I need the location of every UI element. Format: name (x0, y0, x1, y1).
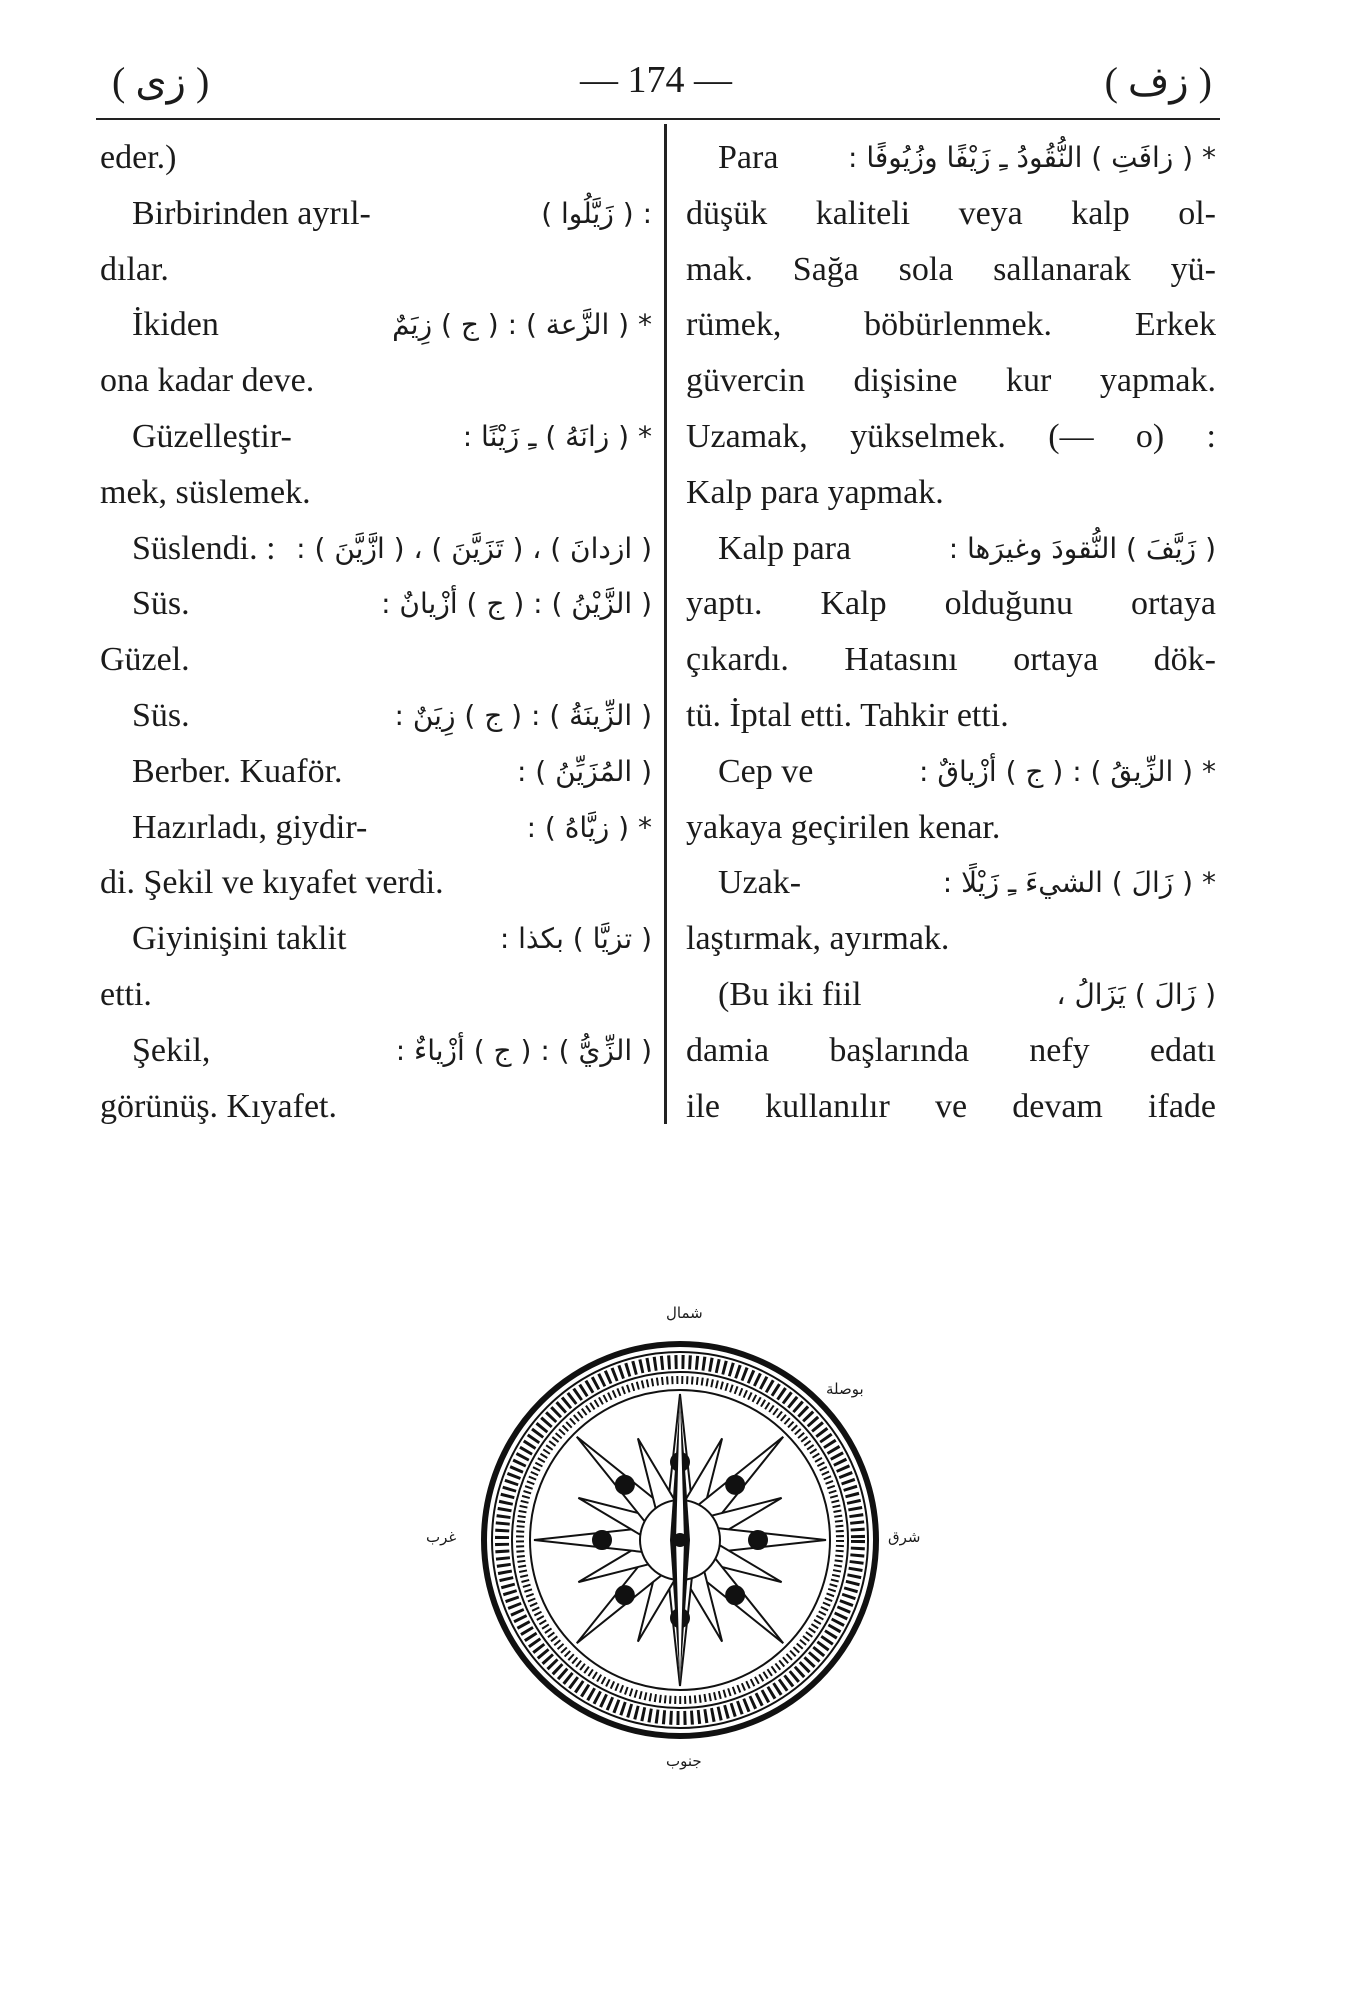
entry-text: görünüş. Kıyafet. (100, 1087, 338, 1125)
arabic-headword: * ( زَالَ ) الشيءَ ـِ زَيْلًا : (942, 866, 1216, 900)
arabic-headword: ( زَيَّفَ ) النُّقودَ وغيرَها : (948, 531, 1216, 565)
right-column (686, 130, 1216, 1134)
entry-line (100, 688, 652, 744)
header-rule (96, 118, 1220, 120)
entry-text: (Bu iki fiil (718, 975, 862, 1013)
label-north: شمال (666, 1304, 703, 1322)
entry-line (100, 130, 652, 186)
entry-text: Güzelleştir- (132, 417, 292, 455)
entry-text: Cep ve (718, 752, 814, 790)
entry-text: mek, süslemek. (100, 473, 311, 511)
entry-text: damia başlarında nefy edatı (686, 1031, 1216, 1069)
compass-figure (398, 1300, 958, 1780)
entry-text: Uzamak, yükselmek. (— o) : (686, 417, 1216, 455)
entry-line (686, 967, 1216, 1023)
entry-line (686, 297, 1216, 353)
entry-text: Birbirinden ayrıl- (132, 194, 371, 232)
entry-text: etti. (100, 975, 152, 1013)
label-west: غرب (426, 1528, 457, 1546)
entry-line (100, 353, 652, 409)
entry-line (100, 744, 652, 800)
entry-line (686, 744, 1216, 800)
arabic-headword: * ( زيَّاهُ ) : (526, 810, 652, 844)
arabic-headword: ( الزِّينَةُ ) : ( ج ) زِيَنٌ : (394, 698, 652, 732)
entry-text: İkiden (132, 306, 219, 344)
arabic-headword: ( الزِّيُّ ) : ( ج ) أزْياءٌ : (395, 1033, 652, 1067)
entry-text: Süslendi. : (132, 529, 276, 567)
entry-text: Süs. (132, 696, 190, 734)
entry-text: dılar. (100, 250, 169, 288)
entry-line (686, 800, 1216, 856)
compass-dot (616, 1586, 634, 1604)
entry-line (100, 186, 652, 242)
entry-line (100, 1023, 652, 1079)
left-column (100, 130, 652, 1134)
arabic-headword: ( المُزَيِّنُ ) : (516, 754, 652, 788)
entry-text: Uzak- (718, 864, 802, 902)
page-number: — 174 — (580, 59, 732, 101)
entry-text: düşük kaliteli veya kalp ol- (686, 194, 1216, 232)
entry-line (100, 576, 652, 632)
entry-line (100, 911, 652, 967)
page-header (96, 58, 1216, 118)
header-right-keyword: ( زف ) (1104, 59, 1212, 104)
entry-text: Hazırladı, giydir- (132, 808, 368, 846)
entry-line (100, 465, 652, 521)
arabic-headword: ( الزَّيْنُ ) : ( ج ) أزْيانٌ : (381, 587, 652, 621)
entry-line (686, 855, 1216, 911)
entry-text: ona kadar deve. (100, 362, 315, 400)
entry-line (686, 242, 1216, 298)
entry-line (686, 1079, 1216, 1135)
entry-line (686, 521, 1216, 577)
compass-dot (593, 1531, 611, 1549)
entry-line (100, 855, 652, 911)
entry-text: Güzel. (100, 641, 190, 679)
entry-text: ile kullanılır ve devam ifade (686, 1087, 1216, 1125)
compass-dot (726, 1586, 744, 1604)
entry-line (686, 409, 1216, 465)
entry-line (686, 576, 1216, 632)
entry-text: tü. İptal etti. Tahkir etti. (686, 696, 1009, 734)
entry-line (686, 688, 1216, 744)
header-left-keyword: ( زى ) (112, 59, 210, 104)
entry-text: Şekil, (132, 1031, 211, 1069)
entry-line (100, 242, 652, 298)
entry-text: Süs. (132, 585, 190, 623)
entry-text: güvercin dişisine kur yapmak. (686, 362, 1216, 400)
entry-line (686, 1023, 1216, 1079)
entry-text: mak. Sağa sola sallanarak yü- (686, 250, 1216, 288)
entry-line (686, 632, 1216, 688)
compass-dot (616, 1476, 634, 1494)
entry-text: rümek, böbürlenmek. Erkek (686, 306, 1216, 344)
entry-text: eder.) (100, 139, 177, 176)
entry-text: yaptı. Kalp olduğunu ortaya (686, 585, 1216, 623)
arabic-headword: * ( الزِّيقُ ) : ( ج ) أزْياقٌ : (919, 754, 1216, 788)
entry-text: çıkardı. Hatasını ortaya dök- (686, 641, 1216, 679)
entry-text: laştırmak, ayırmak. (686, 920, 950, 958)
entry-line (100, 632, 652, 688)
compass-dot (749, 1531, 767, 1549)
column-divider (664, 124, 667, 1124)
compass-rose-icon (398, 1300, 958, 1780)
entry-text: Kalp para (718, 529, 852, 567)
arabic-headword: ( ازدانَ ) ، ( تَزَيَّنَ ) ، ( ازَّيَّنَ ) : (296, 531, 652, 565)
entry-text: Berber. Kuaför. (132, 752, 343, 790)
entry-line (686, 911, 1216, 967)
entry-line (686, 130, 1216, 186)
entry-text: Para (718, 139, 779, 176)
entry-line (100, 1079, 652, 1135)
arabic-headword: ( تزيَّا ) بكذا : (499, 922, 652, 956)
entry-line (686, 186, 1216, 242)
entry-line (100, 967, 652, 1023)
entry-text: Kalp para yapmak. (686, 473, 944, 511)
entry-text: yakaya geçirilen kenar. (686, 808, 1001, 846)
label-needle: بوصلة (826, 1380, 864, 1398)
arabic-headword: * ( زافَتِ ) النُّقُودُ ـِ زَيْفًا وزُيُوفًا : (848, 141, 1216, 174)
entry-text: di. Şekil ve kıyafet verdi. (100, 864, 444, 902)
entry-line (100, 409, 652, 465)
entry-line (686, 353, 1216, 409)
entry-line (686, 465, 1216, 521)
label-south: جنوب (666, 1752, 702, 1770)
arabic-headword: * ( الزَّعة ) : ( ج ) زِيَمٌ (392, 308, 652, 342)
entry-line (100, 297, 652, 353)
compass-dot (726, 1476, 744, 1494)
entry-text: Giyinişini taklit (132, 920, 347, 958)
entry-line (100, 521, 652, 577)
arabic-headword: * ( زانَهُ ) ـِ زَيْنًا : (462, 419, 652, 453)
arabic-headword: : ( زَيَّلُوا ) (541, 196, 652, 230)
arabic-headword: ( زَالَ ) يَزَالُ ، (1056, 977, 1216, 1011)
entry-line (100, 800, 652, 856)
label-east: شرق (888, 1528, 921, 1546)
